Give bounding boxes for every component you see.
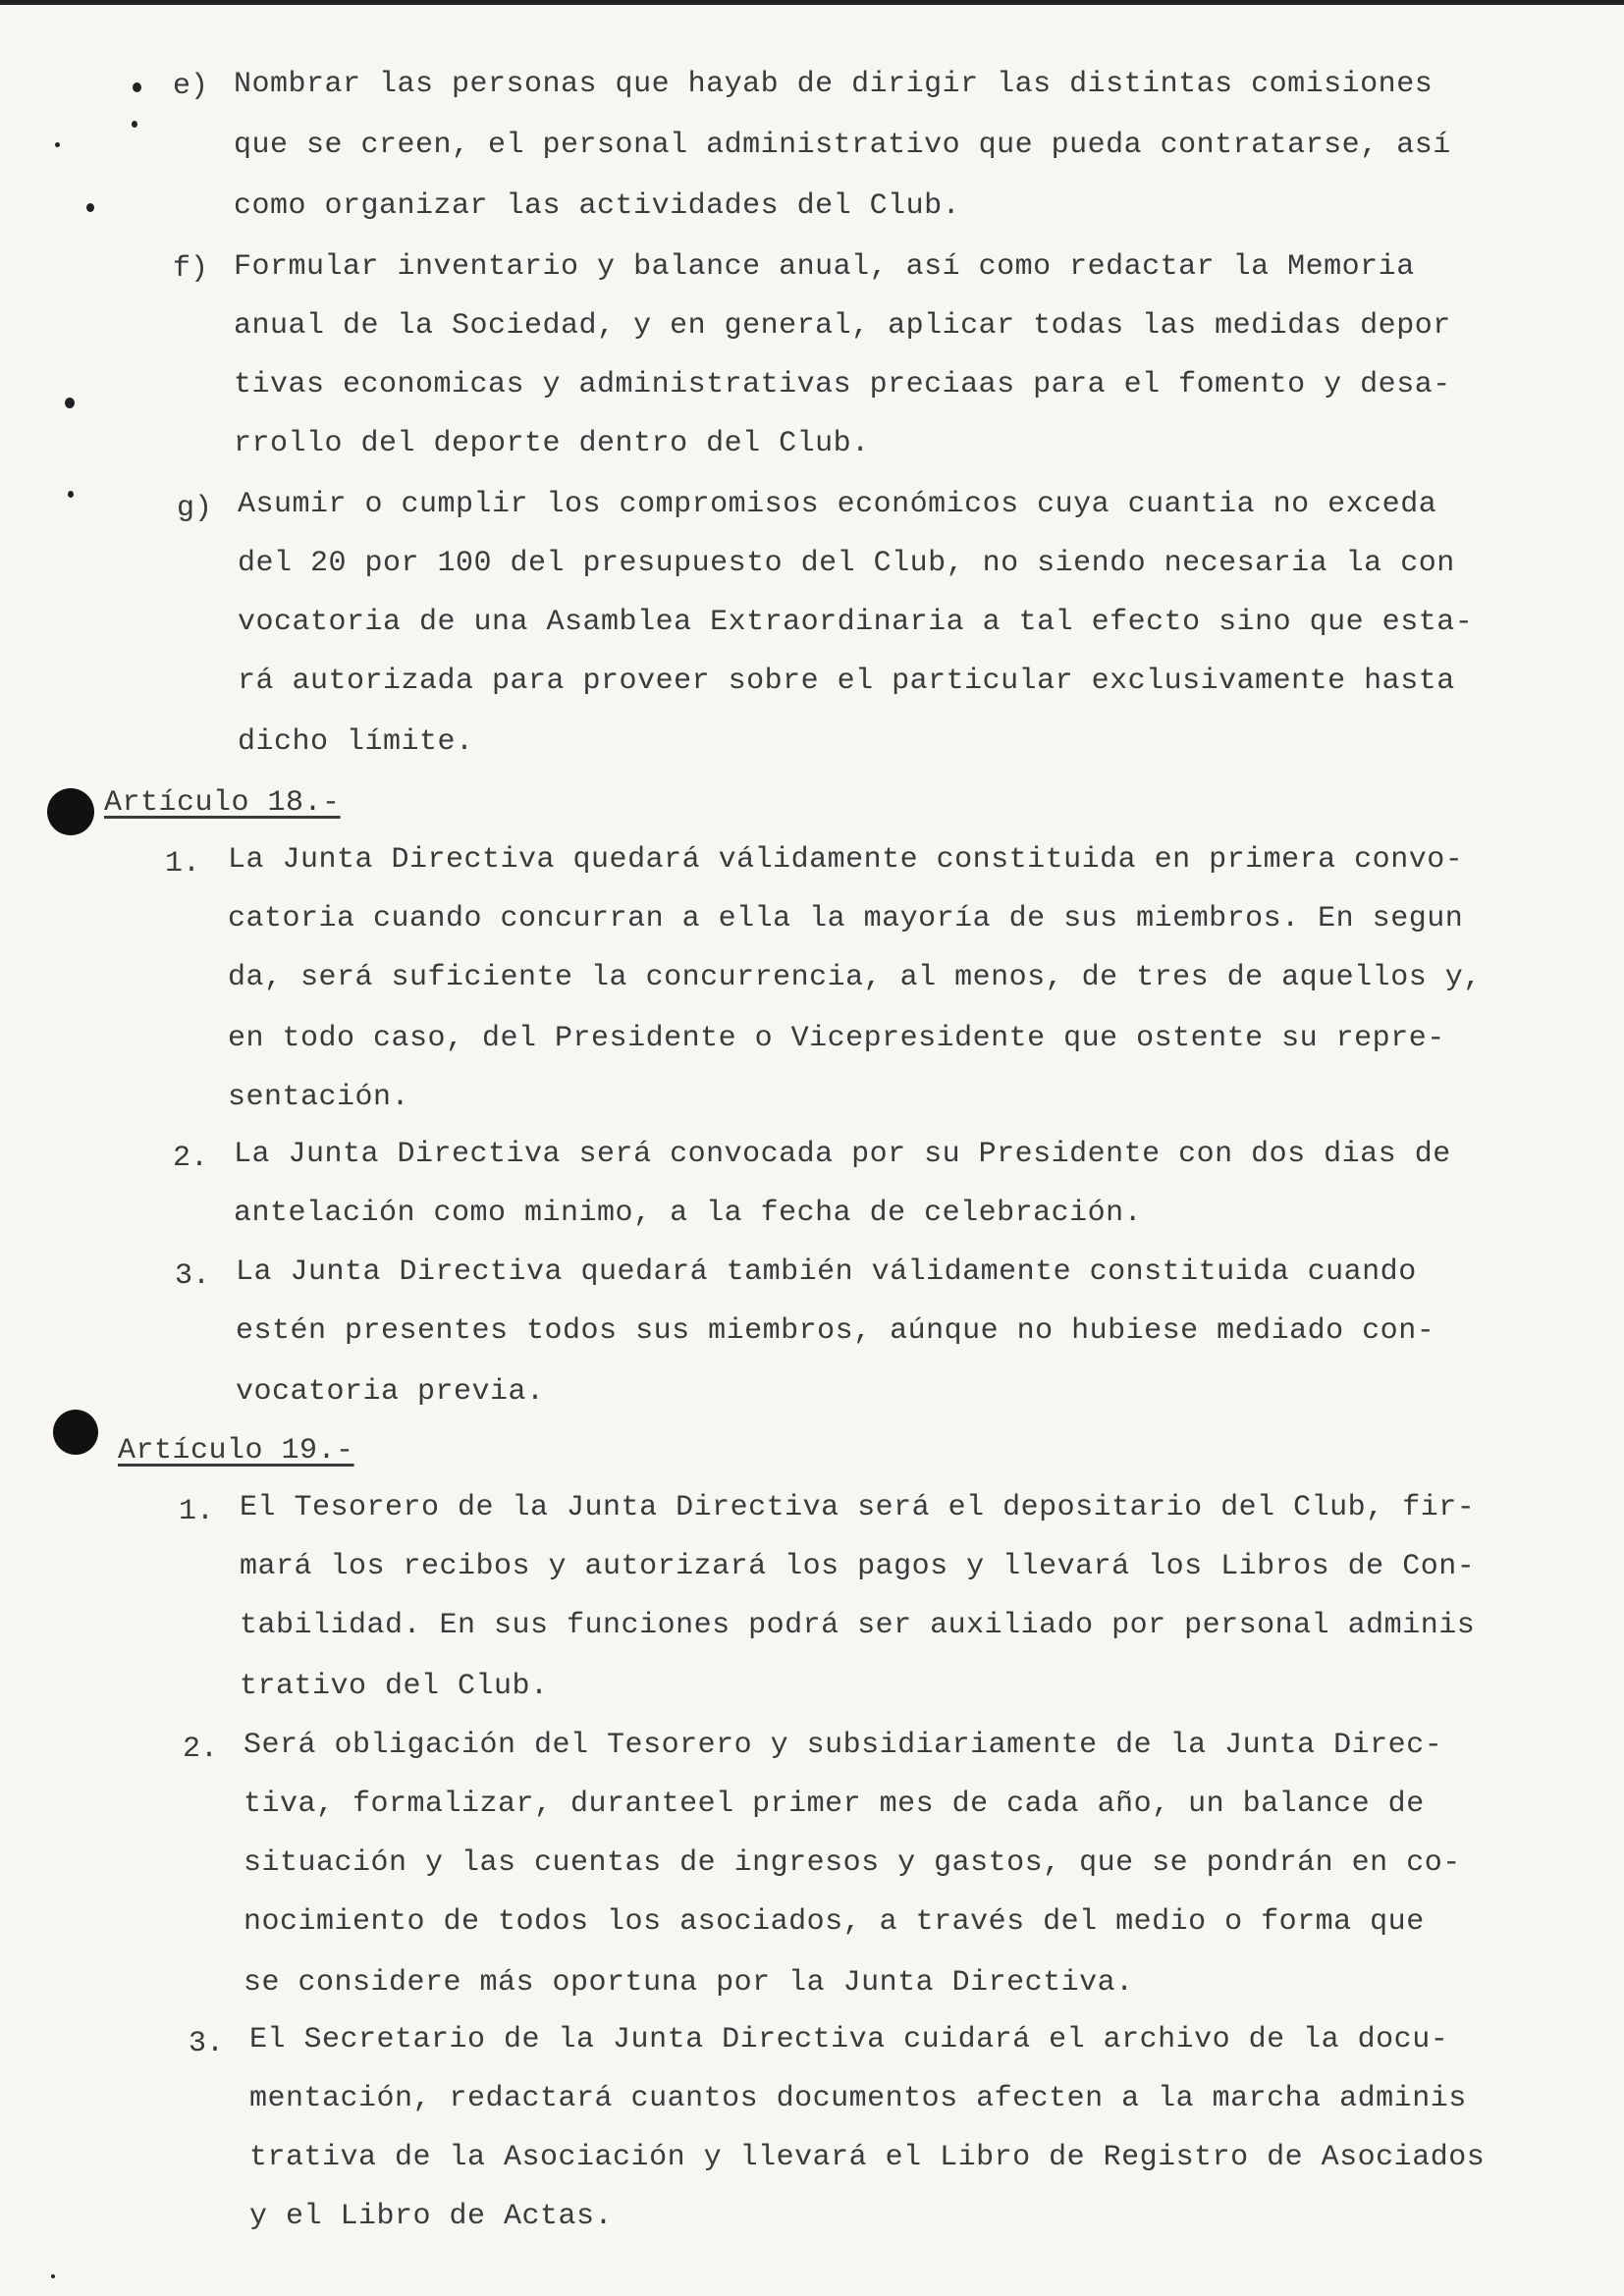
article-18-p3-line: estén presentes todos sus miembros, aúnque no hubiese mediado con- bbox=[236, 1314, 1435, 1348]
article-18-p1-line: sentación. bbox=[228, 1081, 410, 1114]
article-18-p3-line: vocatoria previa. bbox=[236, 1375, 545, 1409]
paragraph-number: 2. bbox=[173, 1142, 209, 1175]
article-19-p1-line: El Tesorero de la Junta Directiva será el depositario del Club, fir- bbox=[240, 1491, 1476, 1524]
scan-speck bbox=[132, 121, 137, 128]
item-e-line: que se creen, el personal administrativo que pueda contratarse, así bbox=[234, 129, 1451, 162]
item-label-g: g) bbox=[177, 492, 213, 525]
article-19-p2-line: Será obligación del Tesorero y subsidiariamente de la Junta Direc- bbox=[244, 1729, 1443, 1762]
item-label-e: e) bbox=[173, 70, 209, 103]
article-18-p1-line: en todo caso, del Presidente o Vicepresidente que ostente su repre- bbox=[228, 1022, 1445, 1055]
paragraph-number: 1. bbox=[179, 1495, 215, 1528]
scan-speck bbox=[55, 142, 60, 147]
article-18-p1-line: La Junta Directiva quedará válidamente constituida en primera convo- bbox=[228, 843, 1464, 877]
item-g-line: dicho límite. bbox=[238, 725, 474, 759]
scan-speck bbox=[86, 203, 94, 212]
item-f-line: Formular inventario y balance anual, así como redactar la Memoria bbox=[234, 250, 1415, 284]
item-e-line: Nombrar las personas que hayab de dirigir las distintas comisiones bbox=[234, 68, 1434, 101]
article-19-p2-line: nocimiento de todos los asociados, a través del medio o forma que bbox=[244, 1905, 1425, 1939]
article-19-p2-line: se considere más oportuna por la Junta Directiva. bbox=[244, 1966, 1134, 2000]
scan-speck bbox=[133, 82, 141, 92]
item-g-line: vocatoria de una Asamblea Extraordinaria a tal efecto sino que esta- bbox=[238, 606, 1474, 639]
item-e-line: como organizar las actividades del Club. bbox=[234, 189, 961, 223]
scan-speck bbox=[65, 398, 75, 408]
item-g-line: rá autorizada para proveer sobre el particular exclusivamente hasta bbox=[238, 665, 1455, 698]
item-f-line: tivas economicas y administrativas preciaas para el fomento y desa- bbox=[234, 368, 1451, 401]
item-g-line: del 20 por 100 del presupuesto del Club, no siendo necesaria la con bbox=[238, 547, 1455, 580]
article-19-p2-line: situación y las cuentas de ingresos y gastos, que se pondrán en co- bbox=[244, 1846, 1461, 1880]
item-g-line: Asumir o cumplir los compromisos económicos cuya cuantia no exceda bbox=[238, 488, 1437, 521]
article-19-p1-line: tabilidad. En sus funciones podrá ser auxiliado por personal adminis bbox=[240, 1609, 1476, 1642]
article-19-p3-line: El Secretario de la Junta Directiva cuidará el archivo de la docu- bbox=[249, 2023, 1449, 2056]
article-18-heading: Artículo 18.- bbox=[104, 786, 341, 820]
punch-hole-mark bbox=[47, 788, 94, 835]
article-19-p3-line: y el Libro de Actas. bbox=[249, 2200, 614, 2233]
paragraph-number: 1. bbox=[165, 847, 201, 881]
article-18-p2-line: antelación como minimo, a la fecha de celebración. bbox=[234, 1197, 1143, 1230]
item-label-f: f) bbox=[173, 252, 209, 286]
article-19-p3-line: mentación, redactará cuantos documentos afecten a la marcha adminis bbox=[249, 2082, 1467, 2115]
scan-top-edge bbox=[0, 0, 1624, 5]
paragraph-number: 3. bbox=[175, 1259, 211, 1293]
paragraph-number: 2. bbox=[183, 1733, 219, 1766]
article-19-heading: Artículo 19.- bbox=[118, 1434, 354, 1468]
article-18-p3-line: La Junta Directiva quedará también válidamente constituida cuando bbox=[236, 1255, 1417, 1289]
punch-hole-mark bbox=[53, 1410, 98, 1455]
article-19-p1-line: mará los recibos y autorizará los pagos y llevará los Libros de Con- bbox=[240, 1550, 1476, 1583]
article-18-p1-line: catoria cuando concurran a ella la mayoría de sus miembros. En segun bbox=[228, 902, 1464, 935]
article-19-p1-line: trativo del Club. bbox=[240, 1670, 549, 1703]
paragraph-number: 3. bbox=[189, 2027, 225, 2060]
item-f-line: anual de la Sociedad, y en general, aplicar todas las medidas depor bbox=[234, 309, 1451, 343]
scan-speck bbox=[68, 491, 74, 498]
article-19-p2-line: tiva, formalizar, duranteel primer mes de cada año, un balance de bbox=[244, 1788, 1425, 1821]
item-f-line: rrollo del deporte dentro del Club. bbox=[234, 427, 870, 460]
article-18-p2-line: La Junta Directiva será convocada por su Presidente con dos dias de bbox=[234, 1138, 1451, 1171]
article-18-p1-line: da, será suficiente la concurrencia, al menos, de tres de aquellos y, bbox=[228, 961, 1482, 994]
scan-speck bbox=[51, 2274, 55, 2278]
article-19-p3-line: trativa de la Asociación y llevará el Libro de Registro de Asociados bbox=[249, 2141, 1486, 2174]
